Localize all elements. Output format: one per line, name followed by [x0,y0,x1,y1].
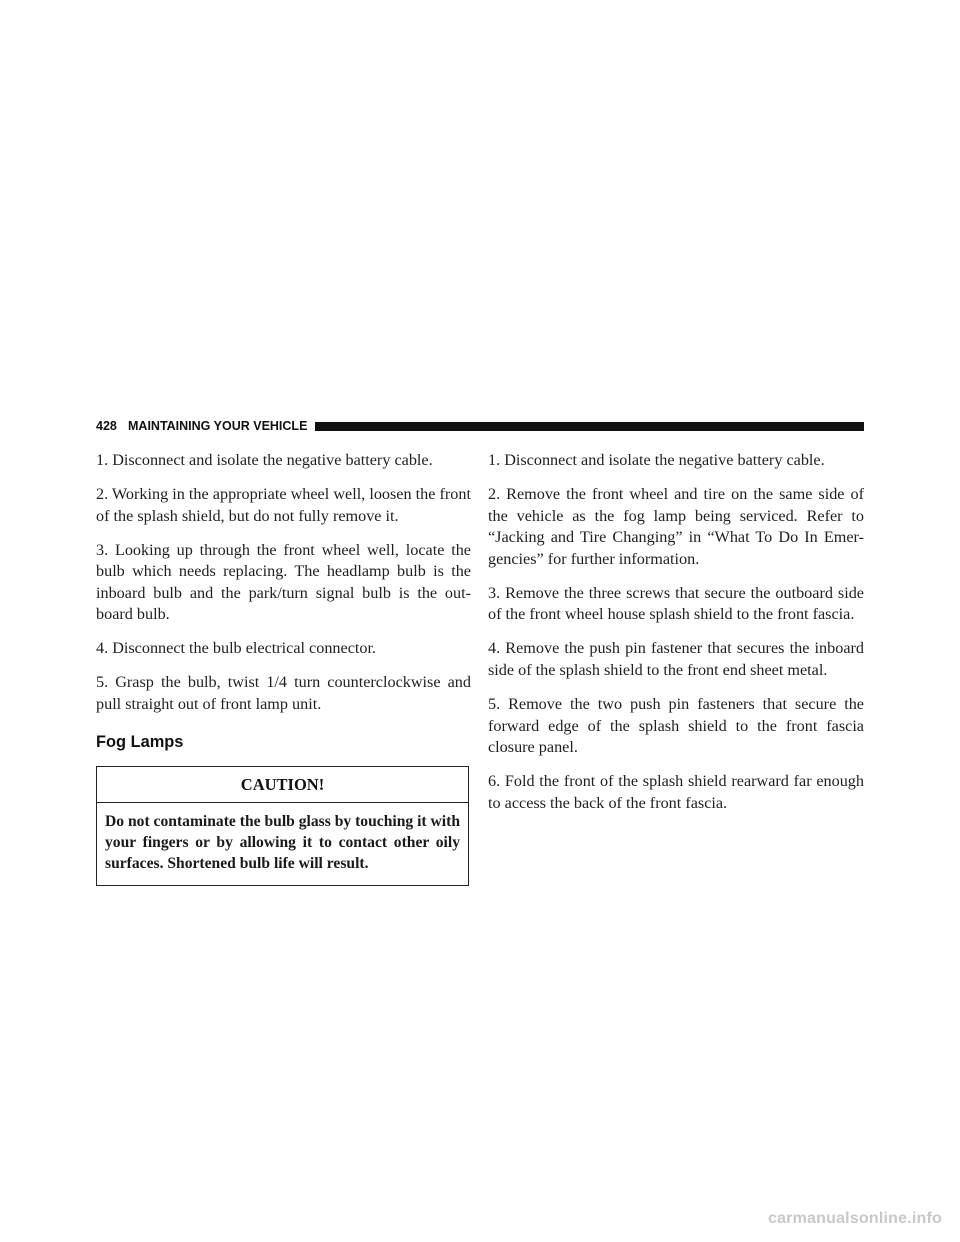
step-paragraph: 3. Remove the three screws that secure the outboard side of the front wheel house splash shield to the front fascia. [488,583,864,624]
step-paragraph: 1. Disconnect and isolate the negative battery cable. [488,451,825,469]
step-paragraph: 4. Disconnect the bulb electrical connector. [96,639,377,658]
step-paragraph: 2. Working in the appropriate wheel well, loosen the front of the splash shield, but do not fully remove it. [96,484,471,525]
section-title: MAINTAINING YOUR VEHICLE [128,419,308,433]
page-number: 428 [96,419,117,433]
step-paragraph: 5. Remove the two push pin fasteners that secure the forward edge of the splash shield to the front fascia closure panel. [488,694,864,757]
caution-body: Do not contaminate the bulb glass by touching it with your fingers or by allowing it to contact other oily surfaces. Shortened bulb life will result. [105,812,460,873]
caution-box [96,766,469,886]
step-paragraph: 1. Disconnect and isolate the negative battery cable. [96,451,433,469]
left-column [96,450,471,886]
header-rule [315,422,864,431]
step-paragraph: 4. Remove the push pin fastener that secures the inboard side of the splash shield to the front end sheet metal. [488,639,864,679]
step-paragraph: 3. Looking up through the front wheel well, locate the bulb which needs replacing. The headlamp bulb is the inboard bulb and the park/turn signal bulb is the out-board bulb. [96,540,471,624]
watermark-link[interactable]: carmanualsonline.info [767,1210,942,1227]
step-paragraph: 2. Remove the front wheel and tire on the same side of the vehicle as the fog lamp being serviced. Refer to “Jacking and Tire Changing” in “What To Do In Emer-gencies” for further information. [488,484,864,568]
page-header [96,418,864,434]
step-paragraph: 5. Grasp the bulb, twist 1/4 turn counterclockwise and pull straight out of front lamp unit. [96,673,471,713]
fog-lamps-heading: Fog Lamps [96,732,184,751]
right-column [488,450,864,827]
caution-title: CAUTION! [97,767,468,803]
step-paragraph: 6. Fold the front of the splash shield rearward far enough to access the back of the front fascia. [488,772,864,812]
